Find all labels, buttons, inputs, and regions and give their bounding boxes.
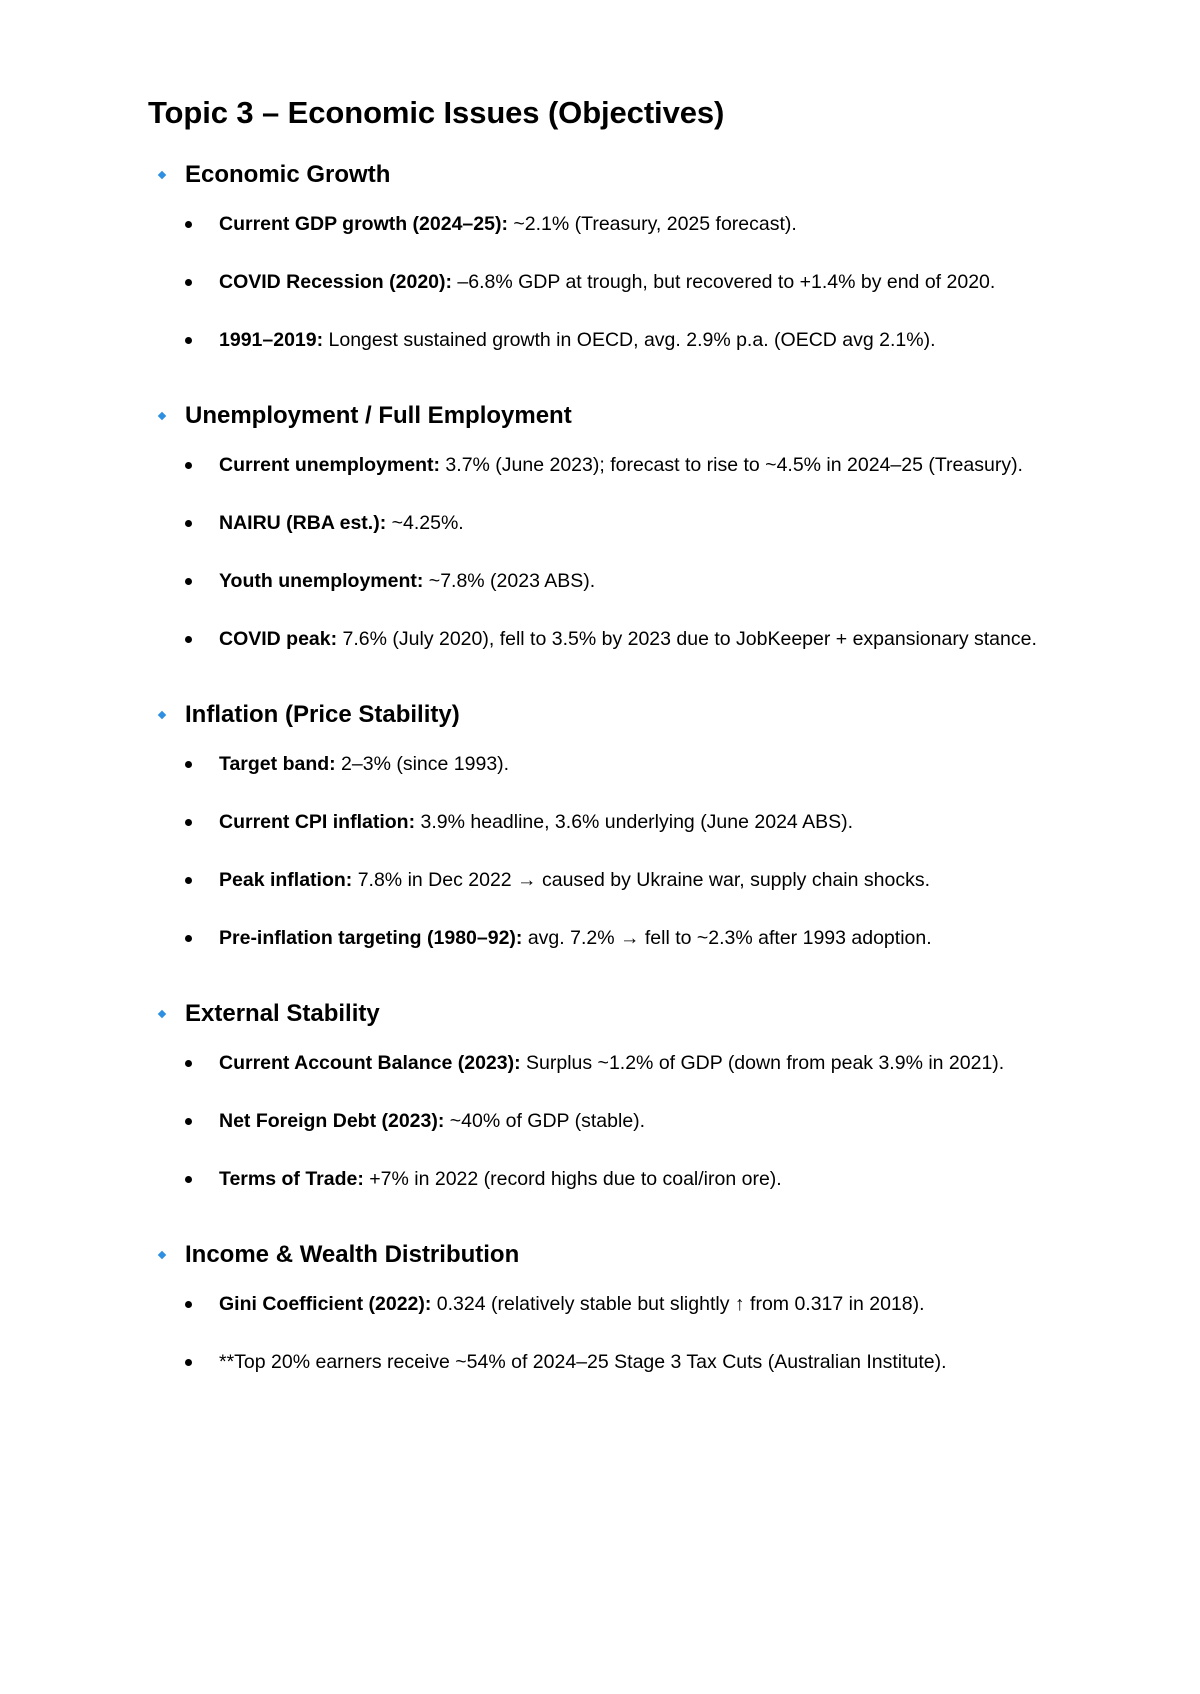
section-heading (148, 399, 1080, 433)
section-external-stability (148, 997, 1080, 1194)
round-bullet-icon (185, 279, 192, 286)
list-item (185, 749, 1080, 779)
item-text: 7.6% (July 2020), fell to 3.5% by 2023 due to JobKeeper + expansionary stance. (337, 628, 1037, 650)
section-heading-text: Economic Growth (185, 161, 391, 188)
list-item (185, 1048, 1080, 1078)
round-bullet-icon (185, 935, 192, 942)
round-bullet-icon (185, 1118, 192, 1125)
item-text: Surplus ~1.2% of GDP (down from peak 3.9% in 2021). (520, 1052, 1005, 1074)
section-inflation (148, 698, 1080, 953)
bullet-list (148, 1048, 1080, 1194)
bullet-list (148, 749, 1080, 953)
list-item (185, 624, 1080, 654)
item-label: Youth unemployment: (219, 570, 424, 592)
section-heading (148, 1238, 1080, 1272)
section-heading-text: External Stability (185, 1000, 380, 1027)
item-label: Current unemployment: (219, 454, 441, 476)
round-bullet-icon (185, 636, 192, 643)
item-text: **Top 20% earners receive ~54% of 2024–25 Stage 3 Tax Cuts (Australian Institute). (219, 1351, 947, 1373)
bullet-list (148, 1289, 1080, 1377)
round-bullet-icon (185, 1301, 192, 1308)
item-label: NAIRU (RBA est.): (219, 512, 387, 534)
list-item (185, 566, 1080, 596)
round-bullet-icon (185, 877, 192, 884)
item-text: +7% in 2022 (record highs due to coal/iron ore). (363, 1168, 782, 1190)
round-bullet-icon (185, 337, 192, 344)
item-text: Longest sustained growth in OECD, avg. 2.9% p.a. (OECD avg 2.1%). (323, 329, 936, 351)
round-bullet-icon (185, 1176, 192, 1183)
round-bullet-icon (185, 221, 192, 228)
blue-diamond-icon (158, 412, 166, 420)
item-label: COVID peak: (219, 628, 338, 650)
item-text: ~7.8% (2023 ABS). (423, 570, 596, 592)
list-item (185, 923, 1080, 953)
blue-diamond-icon (158, 1251, 166, 1259)
list-item (185, 807, 1080, 837)
item-text: ~2.1% (Treasury, 2025 forecast). (507, 213, 797, 235)
round-bullet-icon (185, 520, 192, 527)
round-bullet-icon (185, 578, 192, 585)
bullet-list (148, 450, 1080, 654)
round-bullet-icon (185, 1060, 192, 1067)
blue-diamond-icon (158, 171, 166, 179)
item-label: Current Account Balance (2023): (219, 1052, 521, 1074)
item-text: –6.8% GDP at trough, but recovered to +1.4% by end of 2020. (452, 271, 996, 293)
item-text: 3.7% (June 2023); forecast to rise to ~4.5% in 2024–25 (Treasury). (440, 454, 1023, 476)
section-heading (148, 698, 1080, 732)
section-heading (148, 158, 1080, 192)
item-text: 2–3% (since 1993). (335, 753, 510, 775)
list-item (185, 508, 1080, 538)
item-label: Peak inflation: (219, 869, 353, 891)
list-item (185, 1106, 1080, 1136)
blue-diamond-icon (158, 711, 166, 719)
section-heading-text: Inflation (Price Stability) (185, 701, 460, 728)
item-label: 1991–2019: (219, 329, 324, 351)
item-label: Gini Coefficient (2022): (219, 1293, 432, 1315)
page-title: Topic 3 – Economic Issues (Objectives) (148, 95, 725, 130)
item-text: 7.8% in Dec 2022 → caused by Ukraine war, supply chain shocks. (352, 869, 930, 891)
round-bullet-icon (185, 1359, 192, 1366)
round-bullet-icon (185, 819, 192, 826)
section-heading (148, 997, 1080, 1031)
item-label: Current GDP growth (2024–25): (219, 213, 508, 235)
list-item (185, 209, 1080, 239)
list-item (185, 267, 1080, 297)
item-label: Pre-inflation targeting (1980–92): (219, 927, 523, 949)
item-text: ~4.25%. (386, 512, 464, 534)
item-label: COVID Recession (2020): (219, 271, 453, 293)
round-bullet-icon (185, 761, 192, 768)
section-income-wealth (148, 1238, 1080, 1377)
list-item (185, 1164, 1080, 1194)
item-text: 3.9% headline, 3.6% underlying (June 2024 ABS). (415, 811, 854, 833)
list-item (185, 865, 1080, 895)
section-heading-text: Unemployment / Full Employment (185, 402, 572, 429)
section-economic-growth (148, 158, 1080, 355)
bullet-list (148, 209, 1080, 355)
blue-diamond-icon (158, 1010, 166, 1018)
item-label: Net Foreign Debt (2023): (219, 1110, 445, 1132)
round-bullet-icon (185, 462, 192, 469)
item-label: Target band: (219, 753, 336, 775)
list-item (185, 325, 1080, 355)
list-item (185, 450, 1080, 480)
list-item (185, 1347, 1080, 1377)
item-label: Terms of Trade: (219, 1168, 364, 1190)
item-text: avg. 7.2% → fell to ~2.3% after 1993 adoption. (522, 927, 932, 949)
list-item (185, 1289, 1080, 1319)
item-label: Current CPI inflation: (219, 811, 416, 833)
item-text: ~40% of GDP (stable). (444, 1110, 646, 1132)
section-unemployment (148, 399, 1080, 654)
item-text: 0.324 (relatively stable but slightly ↑ from 0.317 in 2018). (431, 1293, 925, 1315)
section-heading-text: Income & Wealth Distribution (185, 1241, 520, 1268)
